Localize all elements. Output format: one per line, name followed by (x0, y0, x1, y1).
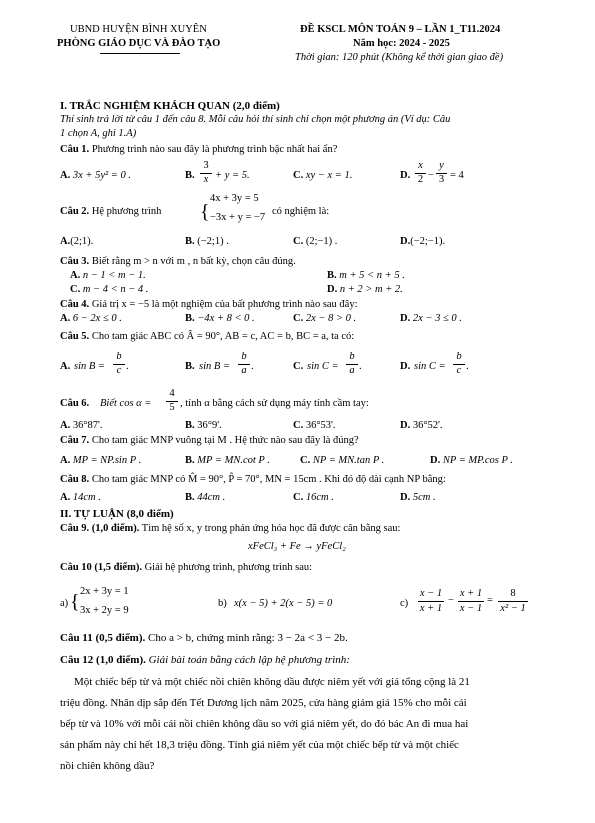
q12-paragraph: Một chiếc bếp từ và một chiếc nồi chiên không dầu được niêm yết với giá tổng cộng là 21 triệu đồng. Nhân dịp sắp đến Tết Dương lịch năm 2025, cửa hàng giảm giá 15% cho mỗi cái bếp từ và 10% với mỗi cái nồi chiên không dầu so với giá niêm yết, do đó bác An đi mua hai sản phẩm này chỉ hết 18,3 triệu đồng. Tính giá niêm yết của một chiếc bếp từ và một chiếc nồi chiên không dầu? (60, 676, 470, 772)
q4-option-a: A. 6 − 2x ≤ 0 . (60, 313, 122, 324)
q4-option-c: C. 2x − 8 > 0 . (293, 313, 357, 324)
section1-instruction-2: 1 chọn A, ghi 1.A) (60, 128, 137, 139)
q2-equation-2: −3x + y = −7 (210, 212, 266, 223)
q10-part-c-label: c) (400, 598, 409, 609)
question-1 (60, 144, 337, 155)
q6-option-b: B. 36°9'. (185, 420, 222, 431)
department-name: UBND HUYỆN BÌNH XUYÊN (70, 24, 207, 35)
q4-option-b: B. −4x + 8 < 0 . (185, 313, 255, 324)
q8-option-b: B. 44cm . (185, 492, 226, 503)
q3-option-d: D. n + 2 > m + 2. (327, 284, 403, 295)
section2-title: II. TỰ LUẬN (8,0 điểm) (60, 508, 174, 520)
q2-text-2: có nghiệm là: (272, 206, 330, 217)
q8-option-c: C. 16cm . (293, 492, 334, 503)
q4-option-d: D. 2x − 3 ≤ 0 . (400, 313, 462, 324)
q7-option-d: D. NP = MP.cos P . (430, 455, 513, 466)
q6-option-c: C. 36°53'. (293, 420, 336, 431)
question-4: Câu 4. Giá trị x = −5 là một nghiệm của bất phương trình nào sau đây: (60, 299, 358, 310)
q10-equation-2: 3x + 2y = 9 (80, 605, 129, 616)
section1-title: I. TRẮC NGHIỆM KHÁCH QUAN (2,0 điểm) (60, 100, 280, 112)
q10-part-c-equation: x − 1 x + 1 − x + 1 x − 1 = 8 x² − 1 (418, 588, 548, 618)
q10-part-a-label: a) (60, 598, 69, 609)
office-name: PHÒNG GIÁO DỤC VÀ ĐÀO TẠO (57, 38, 221, 49)
question-8: Câu 8. Cho tam giác MNP có M̂ = 90°, P̂ = 70°, MN = 15cm . Khi đó độ dài cạnh NP bằng: (60, 474, 446, 485)
question-3: Câu 3. Biết rằng m > n với m , n bất kỳ, chọn câu đúng. (60, 256, 296, 267)
question-label: Câu 1. (60, 144, 90, 155)
q2-option-b: B. (−2;1) . (185, 236, 229, 247)
question-12: Câu 12 (1,0 điểm). Giải bài toán bằng cách lập hệ phương trình: (60, 654, 350, 666)
question-10: Câu 10 (1,5 điểm). Giải hệ phương trình, phương trình sau: (60, 562, 313, 573)
q2-option-a: A.(2;1). (60, 236, 94, 247)
question-text: Phương trình nào sau đây là phương trình bậc nhất hai ẩn? (91, 144, 338, 155)
chemical-equation: xFeCl₃ + Fe → yFeCl₂ (248, 541, 346, 552)
q3-option-c: C. m − 4 < n − 4 . (70, 284, 149, 295)
q2-option-d: D.(−2;−1). (400, 236, 446, 247)
q8-option-a: A. 14cm . (60, 492, 101, 503)
exam-title: ĐỀ KSCL MÔN TOÁN 9 – LẦN 1_T11.2024 (300, 24, 501, 35)
q8-option-d: D. 5cm . (400, 492, 436, 503)
question-11: Câu 11 (0,5 điểm). Cho a > b, chứng minh rằng: 3 − 2a < 3 − 2b. (60, 632, 348, 644)
q10-part-b-label: b) (218, 598, 227, 609)
q1-option-c: C. xy − x = 1. (293, 170, 353, 181)
q2-option-c: C. (2;−1) . (293, 236, 338, 247)
q7-option-a: A. MP = NP.sin P . (60, 455, 142, 466)
q6-option-d: D. 36°52'. (400, 420, 443, 431)
exam-duration: Thời gian: 120 phút (Không kể thời gian giao đề) (295, 52, 504, 63)
question-2: Câu 2. Hệ phương trình (60, 206, 162, 217)
q3-option-b: B. m + 5 < n + 5 . (327, 270, 405, 281)
q10-equation-1: 2x + 3y = 1 (80, 586, 129, 597)
system-brace: { (200, 201, 210, 223)
school-year: Năm học: 2024 - 2025 (353, 38, 450, 49)
q1-option-a: A. 3x + 5y² = 0 . (60, 170, 131, 181)
q3-option-a: A. n − 1 < m − 1. (70, 270, 146, 281)
q7-option-b: B. MP = MN.cot P . (185, 455, 270, 466)
q2-equation-1: 4x + 3y = 5 (210, 193, 259, 204)
question-9: Câu 9. (1,0 điểm). Tìm hệ số x, y trong phản ứng hóa học đã được cân bằng sau: (60, 523, 401, 534)
question-6: Câu 6. Biết cos α = 4 5 , tính α bằng cách sử dụng máy tính cầm tay: (60, 388, 369, 413)
q7-option-c: C. NP = MN.tan P . (300, 455, 385, 466)
question-7: Câu 7. Cho tam giác MNP vuông tại M . Hệ thức nào sau đây là đúng? (60, 435, 359, 446)
header-underline-left (100, 53, 180, 54)
q6-option-a: A. 36°87'. (60, 420, 103, 431)
q10-part-b-equation: x(x − 5) + 2(x − 5) = 0 (234, 598, 333, 609)
question-5: Câu 5. Cho tam giác ABC có Â = 90°, AB = c, AC = b, BC = a, ta có: (60, 331, 355, 342)
section1-instruction: Thí sinh trả lời từ câu 1 đến câu 8. Mỗi câu hỏi thí sinh chỉ chọn một phương án (Ví dụ: Câu (60, 114, 451, 125)
system-brace: { (70, 591, 80, 613)
